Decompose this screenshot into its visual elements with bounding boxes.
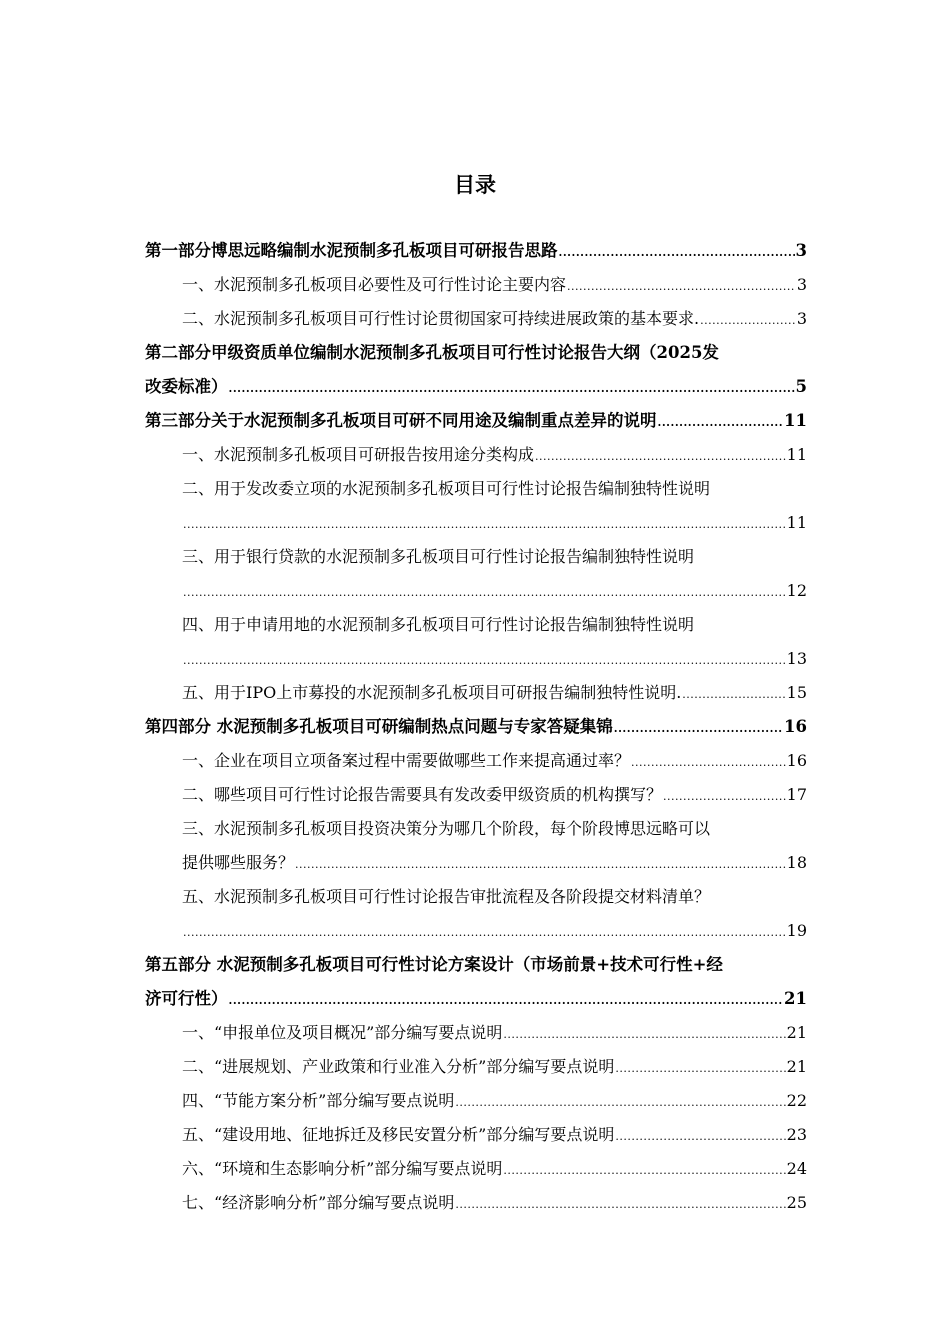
toc-entry[interactable] [145, 812, 807, 880]
toc-page-number: 12 [786, 581, 807, 600]
dot-leader [183, 644, 786, 678]
dot-leader [631, 746, 786, 780]
toc-entry[interactable] [145, 676, 807, 710]
toc-entry-text: 第四部分 水泥预制多孔板项目可研编制热点问题与专家答疑集锦 [145, 717, 613, 736]
toc-entry-text: 三、水泥预制多孔板项目投资决策分为哪几个阶段，每个阶段博思远略可以 [182, 819, 711, 838]
toc-entry-text: 五、水泥预制多孔板项目可行性讨论报告审批流程及各阶段提交材料清单？ [182, 887, 711, 906]
toc-entry[interactable] [145, 540, 807, 608]
toc-entry[interactable] [145, 744, 807, 778]
dot-leader [614, 712, 783, 746]
toc-entry-text: 第二部分甲级资质单位编制水泥预制多孔板项目可行性讨论报告大纲（2025发 [145, 343, 719, 362]
toc-page-number: 15 [786, 683, 807, 702]
toc-entry-text-continued: 改委标准） [145, 377, 228, 396]
toc-page-number: 5 [795, 377, 807, 396]
toc-entry-text-continued: 提供哪些服务？ [182, 853, 295, 872]
toc-entry[interactable] [145, 1152, 807, 1186]
toc-page-number: 16 [784, 717, 807, 736]
toc-page-number: 11 [786, 513, 807, 532]
toc-entry[interactable] [145, 438, 807, 472]
toc-page-number: 25 [786, 1193, 807, 1212]
toc-page-number: 17 [786, 785, 807, 804]
toc-entry[interactable] [145, 1186, 807, 1220]
toc-page-number: 23 [786, 1125, 807, 1144]
toc-entry-text: 一、企业在项目立项备案过程中需要做哪些工作来提高通过率？ [182, 751, 631, 770]
toc-page-number: 3 [796, 309, 807, 328]
toc-entry[interactable] [145, 268, 807, 302]
dot-leader [615, 1120, 785, 1154]
table-of-contents [145, 234, 807, 1220]
toc-entry[interactable] [145, 404, 807, 438]
dot-leader [295, 848, 786, 882]
dot-leader [700, 304, 796, 338]
toc-entry[interactable] [145, 234, 807, 268]
toc-entry-text: 三、用于银行贷款的水泥预制多孔板项目可行性讨论报告编制独特性说明 [182, 547, 695, 566]
toc-entry-text: 四、“节能方案分析”部分编写要点说明 [182, 1091, 455, 1110]
dot-leader [229, 984, 784, 1018]
toc-page-number: 3 [796, 275, 807, 294]
toc-page-number: 11 [784, 411, 807, 430]
toc-entry-text: 二、哪些项目可行性讨论报告需要具有发改委甲级资质的机构撰写？ [182, 785, 663, 804]
toc-entry-text: 一、水泥预制多孔板项目必要性及可行性讨论主要内容 [182, 275, 567, 294]
toc-page-number: 21 [784, 989, 807, 1008]
toc-entry-text: 六、“环境和生态影响分析”部分编写要点说明 [182, 1159, 503, 1178]
page-title: 目录 [454, 172, 496, 197]
dot-leader [535, 440, 786, 474]
toc-page-number: 24 [786, 1159, 807, 1178]
toc-entry[interactable] [145, 1050, 807, 1084]
toc-entry-text: 七、“经济影响分析”部分编写要点说明 [182, 1193, 455, 1212]
toc-entry-text: 二、用于发改委立项的水泥预制多孔板项目可行性讨论报告编制独特性说明 [182, 479, 711, 498]
toc-entry[interactable] [145, 302, 807, 336]
dot-leader [663, 780, 786, 814]
toc-page-number: 21 [786, 1057, 807, 1076]
toc-entry-text: 一、“申报单位及项目概况”部分编写要点说明 [182, 1023, 503, 1042]
toc-entry-text-continued: 济可行性） [145, 989, 228, 1008]
toc-entry-text: 第三部分关于水泥预制多孔板项目可研不同用途及编制重点差异的说明 [145, 411, 657, 430]
dot-leader [455, 1086, 785, 1120]
toc-entry[interactable] [145, 880, 807, 948]
dot-leader [615, 1052, 785, 1086]
dot-leader [183, 576, 786, 610]
toc-entry-text: 第五部分 水泥预制多孔板项目可行性讨论方案设计（市场前景+技术可行性+经 [145, 955, 723, 974]
dot-leader [658, 406, 784, 440]
dot-leader [567, 270, 796, 304]
dot-leader [183, 508, 786, 542]
dot-leader [682, 678, 785, 712]
toc-entry[interactable] [145, 1084, 807, 1118]
toc-entry[interactable] [145, 608, 807, 676]
toc-entry[interactable] [145, 1118, 807, 1152]
toc-page-number: 21 [786, 1023, 807, 1042]
toc-page-number: 13 [786, 649, 807, 668]
toc-entry[interactable] [145, 778, 807, 812]
toc-page-number: 3 [795, 241, 807, 260]
toc-page-number: 11 [786, 445, 807, 464]
dot-leader [559, 236, 795, 270]
toc-entry-text: 五、“建设用地、征地拆迁及移民安置分析”部分编写要点说明 [182, 1125, 615, 1144]
toc-entry-text: 四、用于申请用地的水泥预制多孔板项目可行性讨论报告编制独特性说明 [182, 615, 695, 634]
dot-leader [503, 1154, 785, 1188]
toc-page-number: 18 [786, 853, 807, 872]
toc-entry-text: 二、水泥预制多孔板项目可行性讨论贯彻国家可持续进展政策的基本要求. [182, 309, 700, 328]
dot-leader [229, 372, 795, 406]
toc-entry-text: 五、用于IPO上市募投的水泥预制多孔板项目可研报告编制独特性说明. [182, 683, 682, 702]
toc-page-number: 22 [786, 1091, 807, 1110]
toc-page-number: 19 [786, 921, 807, 940]
toc-entry[interactable] [145, 948, 807, 1016]
dot-leader [183, 916, 786, 950]
dot-leader [503, 1018, 785, 1052]
toc-page-number: 16 [786, 751, 807, 770]
toc-entry-text: 二、“进展规划、产业政策和行业准入分析”部分编写要点说明 [182, 1057, 615, 1076]
toc-entry-text: 一、水泥预制多孔板项目可研报告按用途分类构成 [182, 445, 535, 464]
toc-entry[interactable] [145, 472, 807, 540]
toc-entry[interactable] [145, 336, 807, 404]
toc-entry-text: 第一部分博思远略编制水泥预制多孔板项目可研报告思路 [145, 241, 558, 260]
dot-leader [455, 1188, 785, 1222]
toc-entry[interactable] [145, 1016, 807, 1050]
toc-entry[interactable] [145, 710, 807, 744]
